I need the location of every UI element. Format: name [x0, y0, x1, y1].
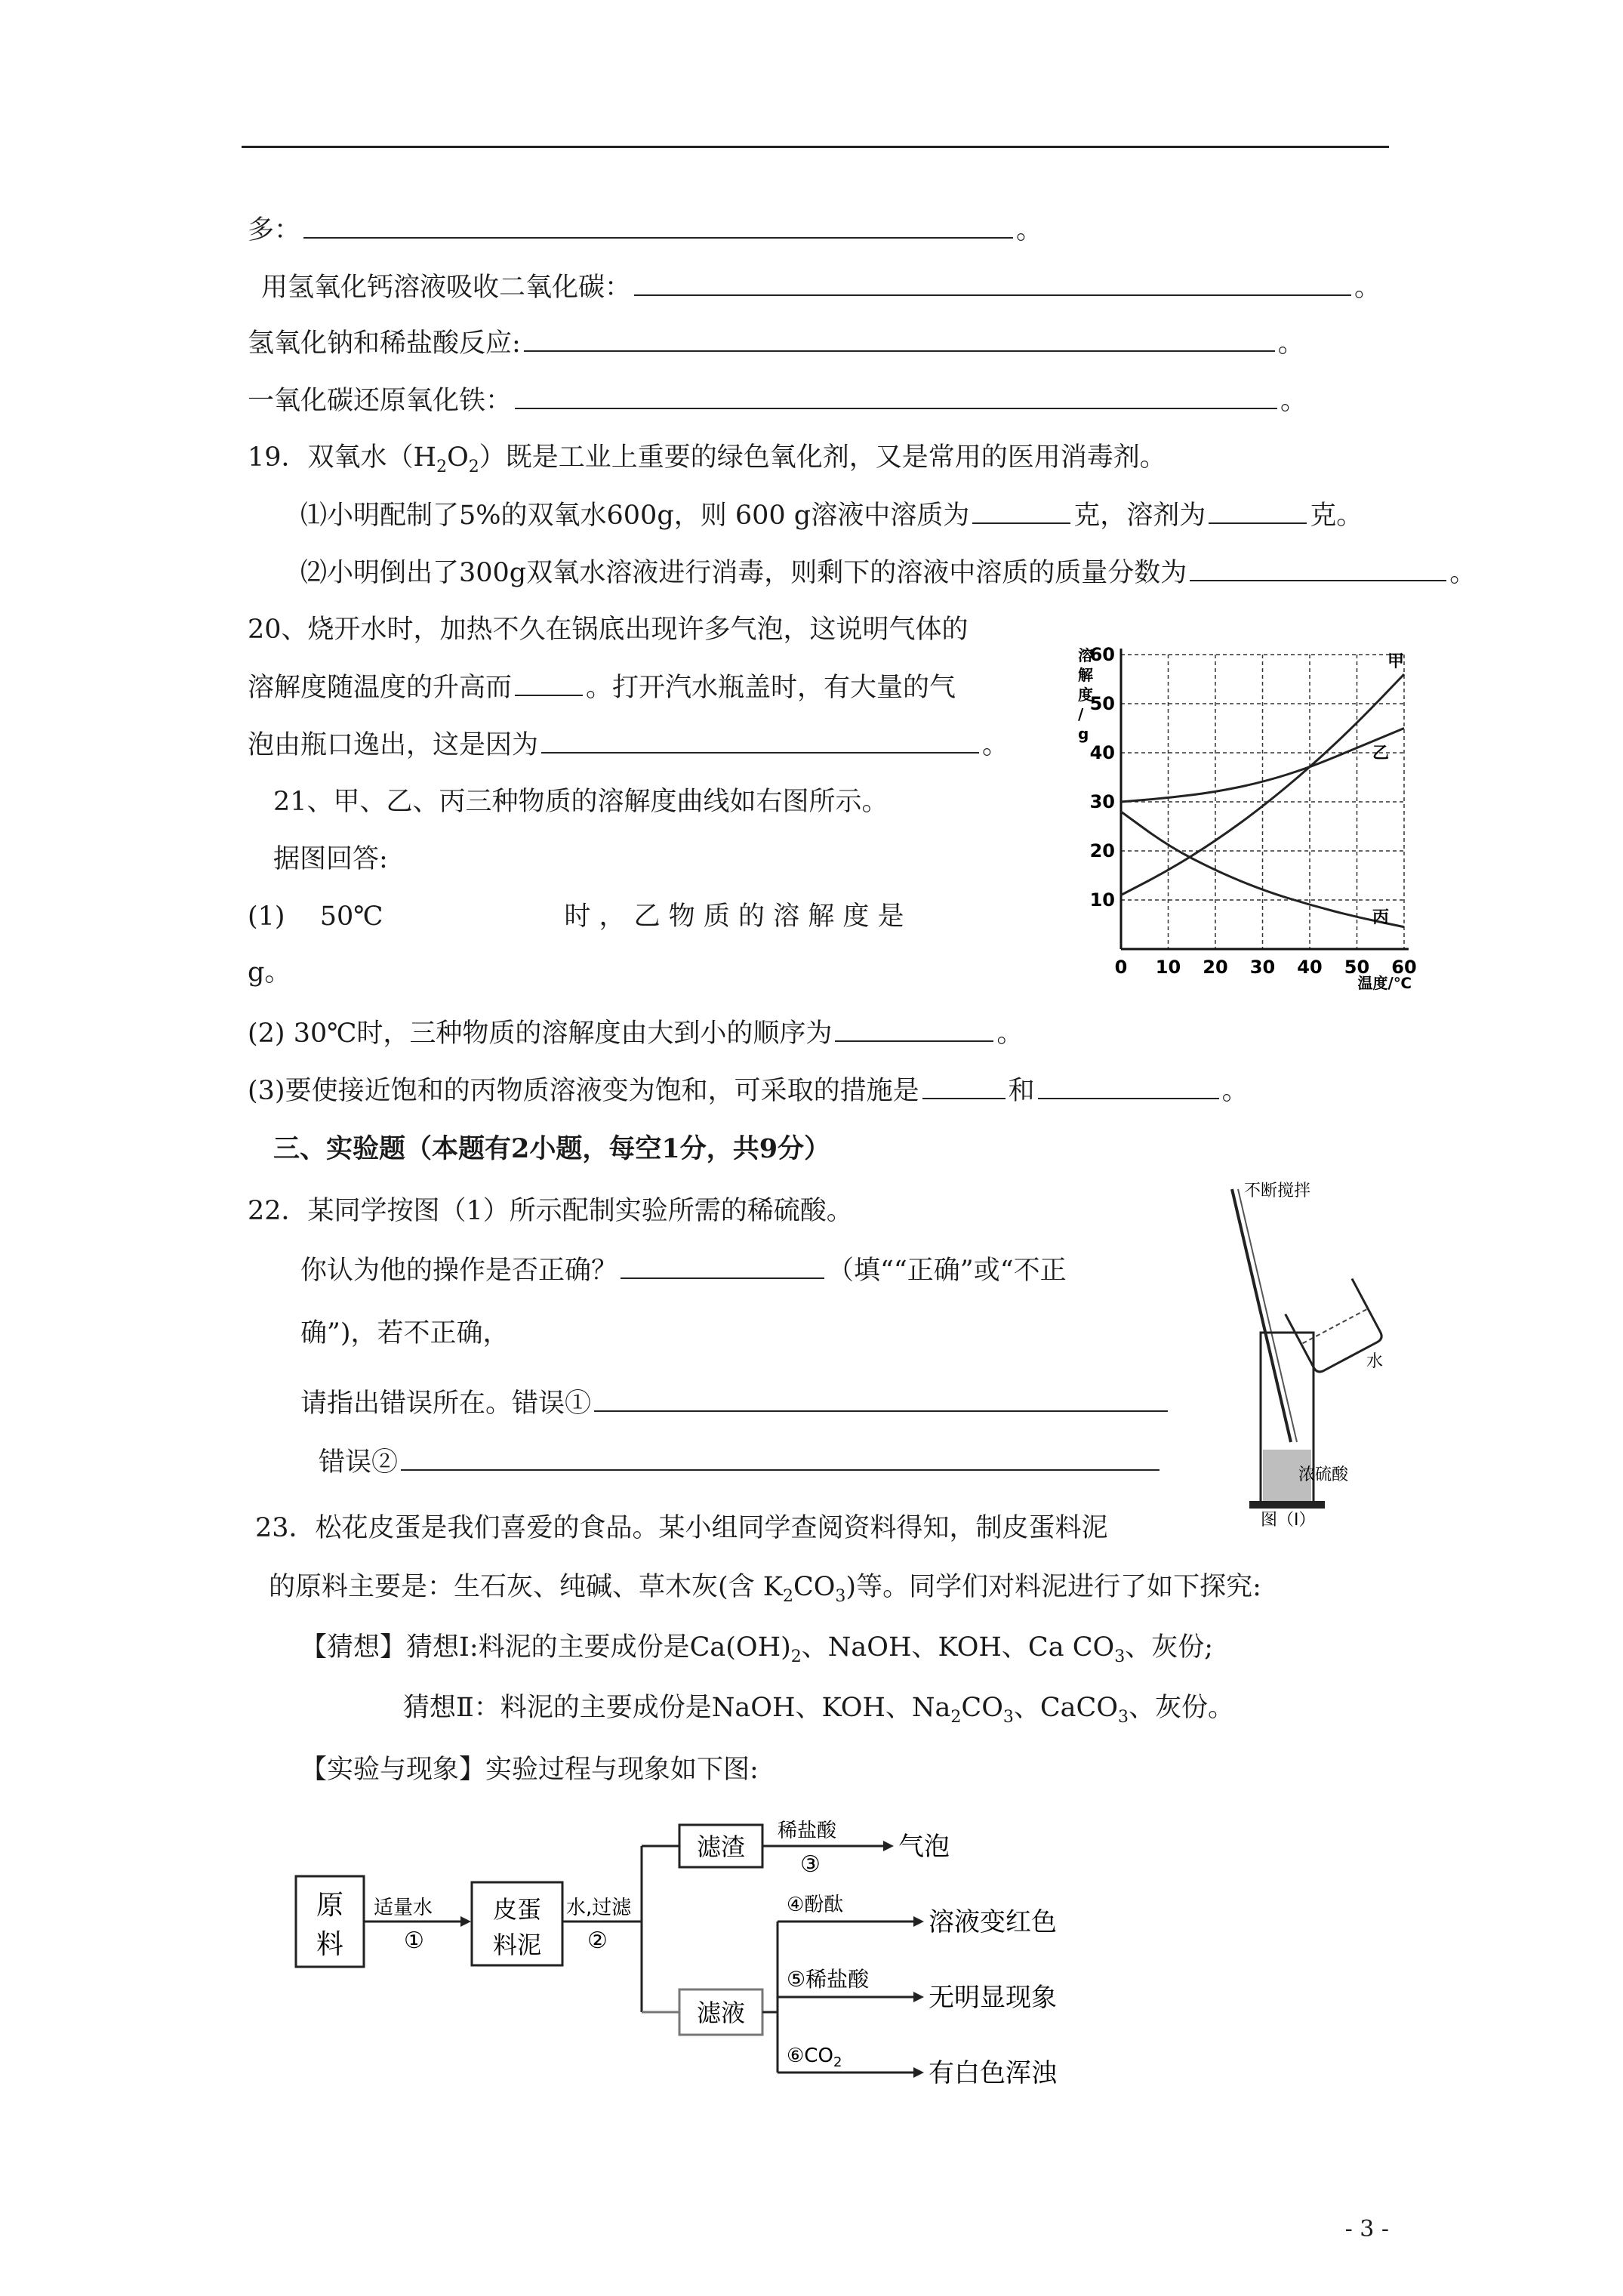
question-19 [248, 441, 1166, 474]
question-21-1 [248, 900, 904, 933]
question-22-b [300, 1253, 1067, 1287]
answer-blank[interactable] [1190, 556, 1446, 581]
step2-no: ② [587, 1928, 608, 1954]
text: 多： [248, 215, 301, 245]
subscript: 3 [1114, 1647, 1126, 1666]
x-tick-label: 50 [1344, 957, 1370, 978]
text: 23．松花皮蛋是我们喜爱的食品。某小组同学查阅资料得知，制皮蛋料泥 [255, 1513, 1108, 1543]
text: ⑵小明倒出了300g双氧水溶液进行消毒，则剩下的溶液中溶质的质量分数为 [300, 558, 1187, 588]
question-20-c [248, 728, 1009, 762]
text: 。 [1280, 386, 1307, 416]
label-acid: 浓硫酸 [1298, 1465, 1349, 1484]
question-19-2 [300, 556, 1476, 590]
x-tick-label: 40 [1297, 957, 1323, 978]
y-tick-label: 10 [1089, 889, 1115, 911]
subscript: 3 [835, 1587, 846, 1606]
text: 、NaOH、KOH、Ca CO [801, 1632, 1115, 1663]
text: (3)要使接近饱和的丙物质溶液变为饱和，可采取的措施是 [248, 1076, 919, 1106]
filtrate-text: 滤液 [696, 1999, 746, 2027]
answer-blank[interactable] [303, 213, 1013, 239]
text: )等。同学们对料泥进行了如下探究: [845, 1572, 1261, 1602]
text: 。 [1354, 273, 1381, 303]
line-1 [248, 213, 1042, 247]
text: ）既是工业上重要的绿色氧化剂，又是常用的医用消毒剂。 [479, 442, 1166, 473]
answer-blank[interactable] [835, 1016, 993, 1042]
text: 19．双氧水（H [248, 442, 437, 473]
text: 你认为他的操作是否正确？ [300, 1256, 618, 1286]
s6-label: $⑥CO_2$ [787, 2045, 842, 2070]
line-3 [248, 326, 1304, 360]
question-20-a [248, 613, 969, 646]
text: 溶解度随温度的升高而 [248, 673, 513, 703]
text: 【实验与现象】实验过程与现象如下图: [300, 1755, 759, 1785]
text: 据图回答: [273, 844, 388, 874]
step2-label: 水,过滤 [566, 1897, 632, 1919]
answer-blank[interactable] [515, 670, 583, 696]
s5-result: 无明显现象 [929, 1983, 1057, 2013]
question-21-3 [248, 1074, 1249, 1108]
text: 、灰份; [1125, 1632, 1213, 1663]
subscript: 2 [468, 458, 479, 476]
question-22 [248, 1194, 853, 1228]
chart-ticks [1090, 644, 1417, 978]
answer-blank[interactable] [515, 384, 1277, 409]
answer-blank[interactable] [922, 1074, 1006, 1099]
text: 。 [996, 1019, 1024, 1049]
text: 用氢氧化钙溶液吸收二氧化碳： [261, 273, 632, 303]
question-22-e [319, 1445, 1163, 1479]
text: 。 [1277, 328, 1304, 359]
question-23-b [269, 1570, 1261, 1604]
text: CO [961, 1693, 1003, 1723]
y-axis-label: 溶解度/ g [1078, 646, 1093, 743]
arrowhead [913, 1916, 924, 1927]
text: 。打开汽水瓶盖时，有大量的气 [586, 673, 956, 703]
text: 20、烧开水时，加热不久在锅底出现许多气泡，这说明气体的 [248, 615, 969, 645]
solubility-chart [1072, 638, 1449, 1000]
answer-blank[interactable] [972, 498, 1070, 524]
question-19-1 [300, 498, 1363, 532]
answer-blank[interactable] [634, 270, 1351, 296]
chart-grid [1121, 655, 1404, 949]
s4-result: 溶液变红色 [929, 1907, 1057, 1937]
text: 。 [1016, 215, 1043, 245]
question-21-b [273, 843, 388, 876]
answer-blank[interactable] [594, 1386, 1168, 1412]
text: 22．某同学按图（1）所示配制实验所需的稀硫酸。 [248, 1196, 853, 1226]
text: 请指出错误所在。错误① [300, 1388, 592, 1419]
text: 错误② [319, 1447, 399, 1478]
text: 确”)，若不正确， [300, 1318, 510, 1348]
answer-blank[interactable] [401, 1445, 1160, 1471]
text: 克。 [1310, 501, 1363, 531]
y-tick-label: 30 [1089, 791, 1115, 812]
s4-label: ④酚酞 [787, 1894, 844, 1916]
text: (2) 30℃时，三种物质的溶解度由大到小的顺序为 [248, 1019, 833, 1049]
arrowhead [913, 2067, 924, 2078]
text: 克，溶剂为 [1073, 501, 1206, 531]
y-tick-label: 20 [1089, 840, 1115, 861]
subscript: 2 [950, 1708, 962, 1727]
x-axis-label: 温度/℃ [1357, 974, 1412, 992]
answer-blank[interactable] [524, 326, 1275, 352]
mud-text-2: 料泥 [492, 1931, 542, 1959]
text: CO [793, 1572, 836, 1602]
text: 、灰份。 [1129, 1693, 1235, 1723]
question-21-2 [248, 1016, 1023, 1050]
answer-blank[interactable] [621, 1253, 824, 1279]
question-22-c [300, 1317, 510, 1350]
subscript: 3 [1118, 1708, 1129, 1727]
text: 三、实验题（本题有2小题，每空1分，共9分） [273, 1133, 831, 1164]
subscript: 3 [1002, 1708, 1014, 1727]
x-tick-label: 30 [1249, 957, 1276, 978]
series-label: 乙 [1372, 744, 1389, 763]
arrowhead [460, 1916, 471, 1927]
experiment-flow [279, 1808, 1079, 2088]
text: ⑴小明配制了5%的双氧水600g，则 600 g溶液中溶质为 [300, 501, 970, 531]
text: 氢氧化钠和稀盐酸反应: [248, 328, 521, 359]
text: 一氧化碳还原氧化铁： [248, 386, 513, 416]
cylinder-base [1249, 1501, 1325, 1509]
x-tick-label: 0 [1114, 957, 1128, 978]
y-tick-label: 60 [1089, 644, 1115, 665]
s3-no: ③ [800, 1851, 821, 1878]
answer-blank[interactable] [1209, 498, 1307, 524]
question-23-guess-1 [300, 1631, 1213, 1664]
question-23-experiment [300, 1753, 759, 1786]
line-2 [261, 270, 1381, 304]
text: g。 [248, 957, 291, 988]
section-3-title [273, 1133, 830, 1166]
figure-caption: 图（Ⅰ） [1261, 1511, 1316, 1530]
question-21-1-unit [248, 956, 291, 989]
text: 、CaCO [1013, 1693, 1119, 1723]
text: 时 ， 乙 物 质 的 溶 解 度 是 [564, 901, 904, 932]
residue-text: 滤渣 [696, 1832, 746, 1861]
label-stir: 不断搅拌 [1244, 1182, 1311, 1200]
dilution-figure [1208, 1178, 1397, 1530]
text: 【猜想】猜想Ⅰ:料泥的主要成份是Ca(OH) [300, 1632, 791, 1663]
series-label: 甲 [1387, 652, 1404, 671]
subscript: 2 [782, 1587, 793, 1606]
subscript: 2 [436, 458, 448, 476]
text: 泡由瓶口逸出，这是因为 [248, 730, 539, 760]
text: （填““正确”或“不正 [827, 1256, 1067, 1286]
line-4 [248, 384, 1307, 418]
step1-no: ① [404, 1928, 424, 1954]
question-20-b [248, 670, 956, 704]
label-water: 水 [1366, 1352, 1384, 1371]
subscript: 2 [790, 1647, 802, 1666]
mud-text-1: 皮蛋 [492, 1895, 542, 1924]
x-tick-label: 60 [1391, 957, 1417, 978]
question-22-d [300, 1386, 1171, 1420]
s3-label: 稀盐酸 [778, 1820, 837, 1842]
question-23-guess-2 [403, 1691, 1235, 1727]
raw-text-1: 原 [316, 1890, 344, 1921]
text: O [447, 442, 469, 473]
question-23 [255, 1512, 1108, 1545]
y-tick-label: 50 [1089, 693, 1115, 714]
answer-blank[interactable] [541, 728, 979, 754]
text: 的原料主要是：生石灰、纯碱、草木灰(含 K [269, 1572, 783, 1602]
answer-blank[interactable] [1038, 1074, 1219, 1099]
page-number: - 3 - [1344, 2216, 1389, 2242]
arrowhead [883, 1841, 894, 1851]
step1-label: 适量水 [374, 1897, 433, 1919]
text: 。 [982, 730, 1009, 760]
s3-result: 气泡 [898, 1832, 950, 1862]
raw-text-2: 料 [316, 1929, 344, 1960]
question-21 [273, 785, 888, 818]
text: 猜想Ⅱ：料泥的主要成份是NaOH、KOH、Na [403, 1693, 951, 1723]
series-label: 丙 [1372, 908, 1389, 927]
glass-rod-edge [1238, 1189, 1297, 1442]
text: 21、甲、乙、丙三种物质的溶解度曲线如右图所示。 [273, 787, 888, 817]
arrowhead [913, 1992, 924, 2002]
s5-label: ⑤稀盐酸 [787, 1967, 870, 1992]
header-rule [242, 146, 1389, 148]
text: 和 [1008, 1076, 1035, 1106]
text: 。 [1221, 1076, 1249, 1106]
x-tick-label: 10 [1155, 957, 1181, 978]
text: 。 [1449, 558, 1477, 588]
text: (1) 50℃ [248, 901, 383, 932]
y-tick-label: 40 [1089, 742, 1115, 763]
s6-result: 有白色浑浊 [929, 2058, 1057, 2088]
x-tick-label: 20 [1203, 957, 1228, 978]
